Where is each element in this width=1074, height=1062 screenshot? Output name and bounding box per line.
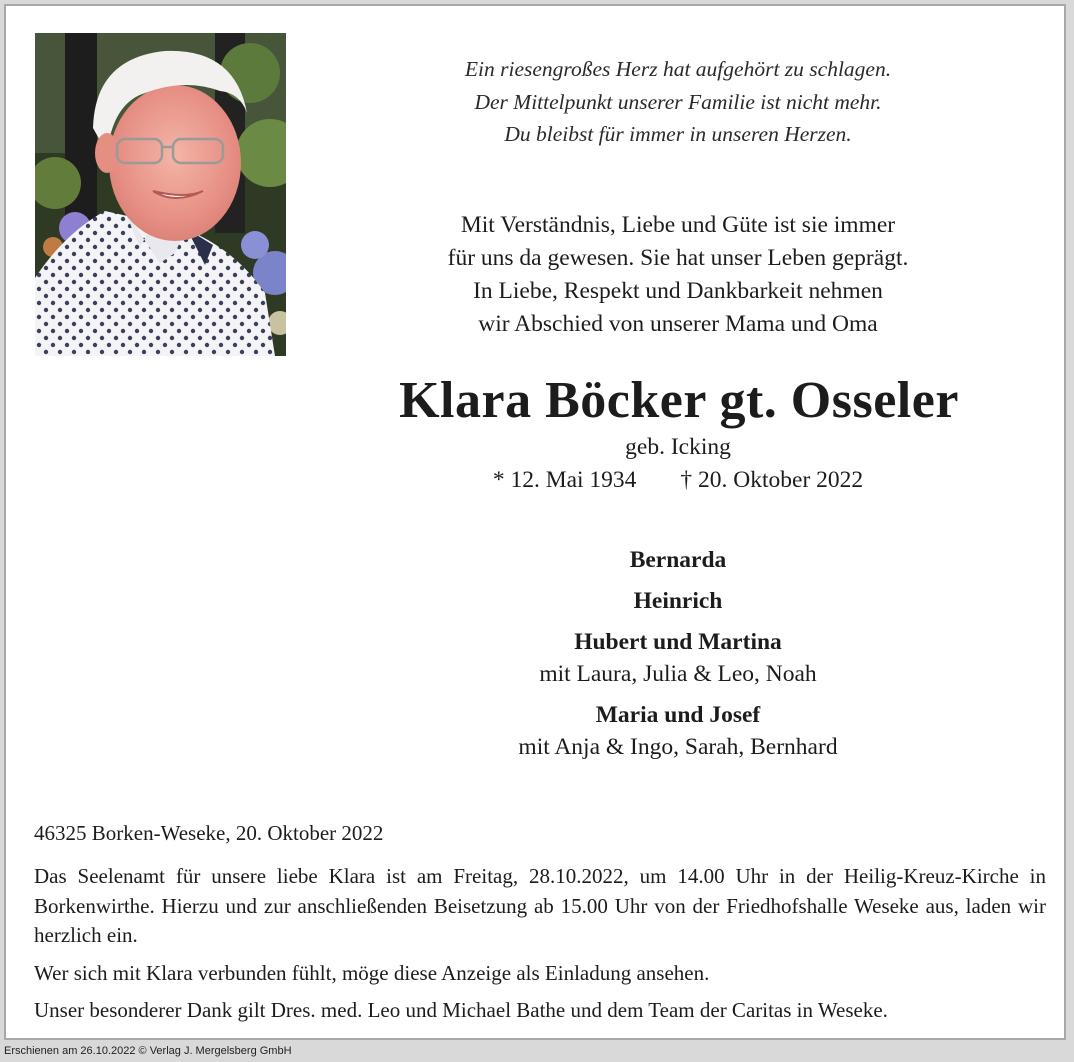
family-group bbox=[348, 699, 1008, 763]
place-date: 46325 Borken-Weseke, 20. Oktober 2022 bbox=[34, 821, 384, 845]
portrait-photo bbox=[35, 33, 286, 356]
family-children: mit Laura, Julia & Leo, Noah bbox=[539, 661, 817, 687]
invitation-text: Wer sich mit Klara verbunden fühlt, möge diese Anzeige als Einladung ansehen. bbox=[34, 960, 710, 985]
publication-footer: Erschienen am 26.10.2022 © Verlag J. Mergelsberg GmbH bbox=[4, 1045, 292, 1057]
thanks-text: Unser besonderer Dank gilt Dres. med. Leo und Michael Bathe und dem Team der Caritas in Weseke. bbox=[34, 998, 888, 1022]
birth-date: * 12. Mai 1934 bbox=[492, 467, 637, 493]
intro-line: Mit Verständnis, Liebe und Güte ist sie immer bbox=[460, 212, 896, 238]
family-group bbox=[348, 544, 1008, 576]
service-info: Das Seelenamt für unsere liebe Klara ist am Freitag, 28.10.2022, um 14.00 Uhr in der Heilig-Kreuz-Kirche in Borkenwirthe. Hierzu und zur anschließenden Beisetzung ab 15.00 Uhr von der Friedhofshalle Weseke aus, laden wir herzlich ein. bbox=[34, 864, 1046, 947]
family-list bbox=[348, 544, 1008, 772]
intro-text bbox=[348, 209, 1008, 341]
quote-line: Ein riesengroßes Herz hat aufgehört zu schlagen. bbox=[464, 57, 892, 81]
intro-line: wir Abschied von unserer Mama und Oma bbox=[478, 311, 878, 337]
family-member: Bernarda bbox=[629, 547, 727, 573]
family-member: Maria und Josef bbox=[595, 702, 761, 728]
quote-line: Der Mittelpunkt unserer Familie ist nicht mehr. bbox=[474, 89, 882, 114]
family-group bbox=[348, 585, 1008, 617]
intro-line: In Liebe, Respekt und Dankbarkeit nehmen bbox=[473, 278, 883, 304]
obituary-card bbox=[4, 4, 1066, 1040]
life-dates bbox=[348, 465, 1008, 495]
birth-name: geb. Icking bbox=[625, 434, 731, 460]
deceased-name: Klara Böcker gt. Osseler bbox=[399, 372, 959, 429]
death-date: † 20. Oktober 2022 bbox=[680, 467, 864, 493]
family-member: Heinrich bbox=[633, 588, 723, 614]
family-children: mit Anja & Ingo, Sarah, Bernhard bbox=[518, 734, 838, 760]
funeral-notice bbox=[34, 862, 1046, 1034]
family-member: Hubert und Martina bbox=[574, 629, 782, 655]
opening-quote bbox=[348, 53, 1008, 151]
quote-line: Du bleibst für immer in unseren Herzen. bbox=[504, 122, 852, 146]
family-group bbox=[348, 626, 1008, 690]
intro-line: für uns da gewesen. Sie hat unser Leben geprägt. bbox=[447, 245, 909, 271]
